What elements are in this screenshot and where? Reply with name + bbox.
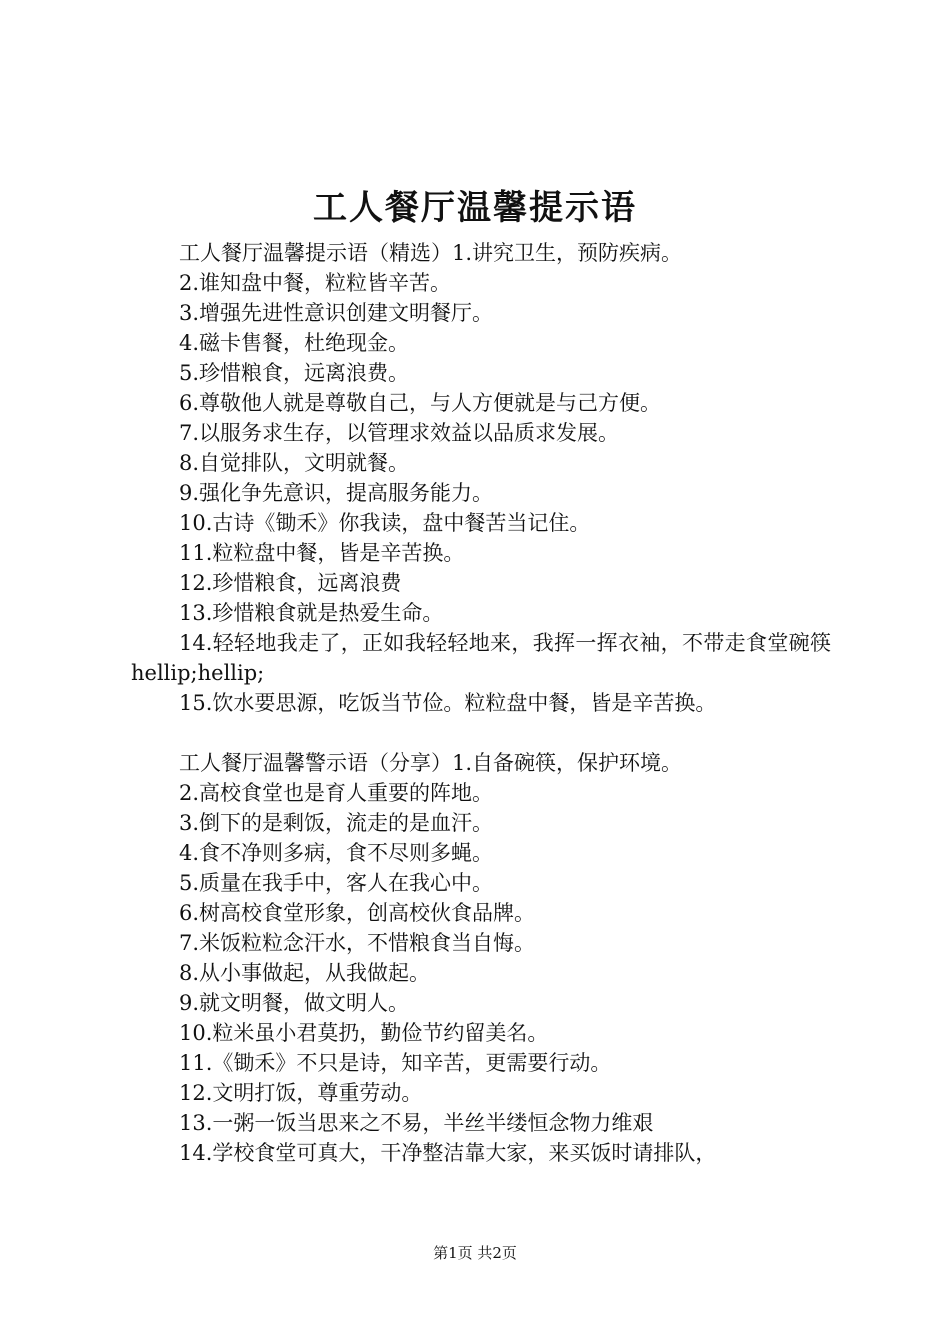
paragraph: 14.学校食堂可真大，干净整洁靠大家，来买饭时请排队， <box>179 1141 717 1165</box>
paragraph: 14.轻轻地我走了，正如我轻轻地来，我挥一挥衣袖，不带走食堂碗筷hellip;hellip; <box>131 631 831 685</box>
paragraph: 10.古诗《锄禾》你我读，盘中餐苦当记住。 <box>179 511 591 535</box>
paragraph: 4.食不净则多病，食不尽则多蝇。 <box>179 841 494 865</box>
paragraph: 8.自觉排队，文明就餐。 <box>179 451 410 475</box>
paragraph-gap <box>131 718 831 748</box>
paragraph: 6.树高校食堂形象，创高校伙食品牌。 <box>179 901 536 925</box>
paragraph: 7.米饭粒粒念汗水，不惜粮食当自悔。 <box>179 931 536 955</box>
paragraph: 工人餐厅温馨警示语（分享）1.自备碗筷，保护环境。 <box>179 751 683 775</box>
paragraph: 11.《锄禾》不只是诗，知辛苦，更需要行动。 <box>179 1051 612 1075</box>
document-title: 工人餐厅温馨提示语 <box>313 188 637 228</box>
section-tips <box>131 238 831 718</box>
page-footer: 第1页 共2页 <box>433 1244 517 1262</box>
document-body <box>131 238 831 1168</box>
paragraph: 12.文明打饭，尊重劳动。 <box>179 1081 423 1105</box>
paragraph: 2.谁知盘中餐，粒粒皆辛苦。 <box>179 271 452 295</box>
paragraph: 15.饮水要思源，吃饭当节俭。粒粒盘中餐，皆是辛苦换。 <box>179 691 717 715</box>
paragraph: 11.粒粒盘中餐，皆是辛苦换。 <box>179 541 465 565</box>
paragraph: 13.一粥一饭当思来之不易，半丝半缕恒念物力维艰 <box>179 1111 654 1135</box>
paragraph: 6.尊敬他人就是尊敬自己，与人方便就是与己方便。 <box>179 391 662 415</box>
paragraph: 9.就文明餐，做文明人。 <box>179 991 410 1015</box>
paragraph: 3.增强先进性意识创建文明餐厅。 <box>179 301 494 325</box>
section-warnings <box>131 748 831 1168</box>
paragraph: 9.强化争先意识，提高服务能力。 <box>179 481 494 505</box>
paragraph: 12.珍惜粮食，远离浪费 <box>179 571 402 595</box>
paragraph: 2.高校食堂也是育人重要的阵地。 <box>179 781 494 805</box>
paragraph: 4.磁卡售餐，杜绝现金。 <box>179 331 410 355</box>
paragraph: 工人餐厅温馨提示语（精选）1.讲究卫生，预防疾病。 <box>179 241 683 265</box>
paragraph: 3.倒下的是剩饭，流走的是血汗。 <box>179 811 494 835</box>
paragraph: 7.以服务求生存，以管理求效益以品质求发展。 <box>179 421 620 445</box>
paragraph: 5.珍惜粮食，远离浪费。 <box>179 361 410 385</box>
paragraph: 8.从小事做起，从我做起。 <box>179 961 431 985</box>
paragraph: 10.粒米虽小君莫扔，勤俭节约留美名。 <box>179 1021 549 1045</box>
paragraph: 13.珍惜粮食就是热爱生命。 <box>179 601 444 625</box>
paragraph: 5.质量在我手中，客人在我心中。 <box>179 871 494 895</box>
